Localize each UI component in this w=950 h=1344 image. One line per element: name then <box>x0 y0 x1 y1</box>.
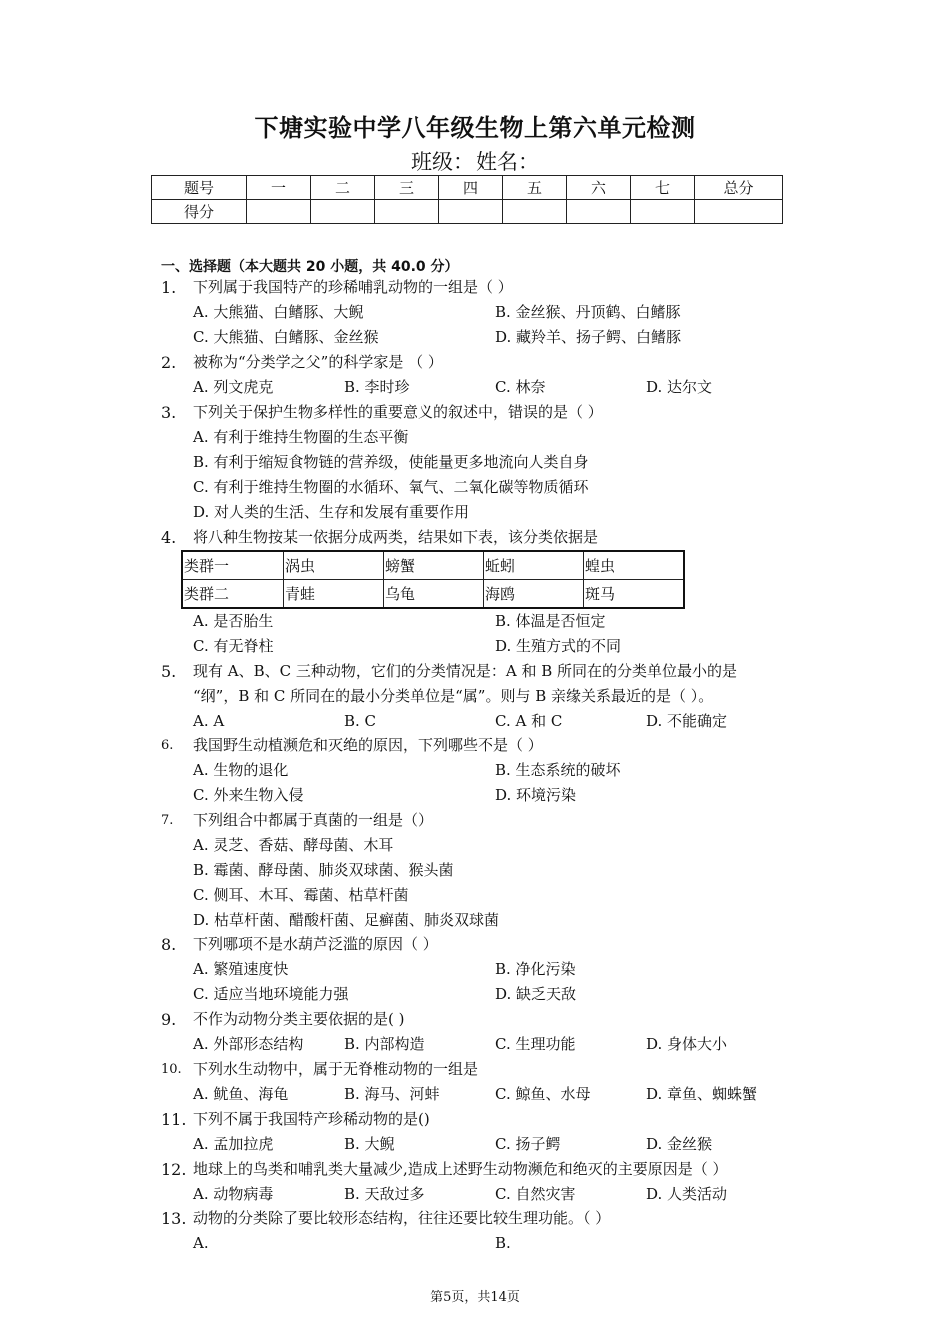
class-name-line <box>0 146 950 176</box>
question-11 <box>161 1107 801 1157</box>
option-a[interactable]: A. 有利于维持生物圈的生态平衡 <box>193 428 409 446</box>
table-row <box>182 551 684 580</box>
option-a[interactable]: A. A <box>193 712 225 730</box>
option-b[interactable]: B. 生态系统的破坏 <box>495 761 621 779</box>
class-label: 班级： <box>411 150 474 174</box>
score-cell[interactable] <box>311 200 375 224</box>
option-a[interactable]: A. 繁殖速度快 <box>193 960 289 978</box>
option-c[interactable]: C. 自然灾害 <box>495 1185 576 1203</box>
option-b[interactable]: B. C <box>344 712 377 730</box>
question-text: 下列关于保护生物多样性的重要意义的叙述中，错误的是（ ） <box>193 403 603 421</box>
score-header-cell: 七 <box>631 176 695 200</box>
score-cell[interactable] <box>375 200 439 224</box>
option-c[interactable]: C. 侧耳、木耳、霉菌、枯草杆菌 <box>193 886 409 904</box>
option-d[interactable]: D. 达尔文 <box>646 378 713 396</box>
question-number: 2. <box>161 353 177 372</box>
question-3 <box>161 400 801 525</box>
option-c[interactable]: C. 生理功能 <box>495 1035 576 1053</box>
question-number: 10. <box>161 1062 182 1077</box>
option-c[interactable]: C. 鲸鱼、水母 <box>495 1085 591 1103</box>
question-2 <box>161 350 801 400</box>
option-a[interactable]: A. 外部形态结构 <box>193 1035 304 1053</box>
score-header-cell: 三 <box>375 176 439 200</box>
option-c[interactable]: C. 适应当地环境能力强 <box>193 985 349 1003</box>
option-a[interactable]: A. 鱿鱼、海龟 <box>193 1085 289 1103</box>
page-footer: 第5页，共14页 <box>430 1290 520 1305</box>
option-a[interactable]: A. 孟加拉虎 <box>193 1135 274 1153</box>
question-text: 下列不属于我国特产珍稀动物的是() <box>193 1110 430 1128</box>
option-b[interactable]: B. 净化污染 <box>495 960 576 978</box>
option-d[interactable]: D. 人类活动 <box>646 1185 728 1203</box>
option-d[interactable]: D. 缺乏天敌 <box>495 985 577 1003</box>
option-a[interactable]: A. 灵芝、香菇、酵母菌、木耳 <box>193 836 394 854</box>
option-d[interactable]: D. 身体大小 <box>646 1035 728 1053</box>
score-cell[interactable] <box>503 200 567 224</box>
option-d[interactable]: D. 金丝猴 <box>646 1135 713 1153</box>
table-cell: 类群一 <box>182 551 284 580</box>
question-7 <box>161 808 801 933</box>
option-b[interactable]: B. 体温是否恒定 <box>495 612 606 630</box>
option-d[interactable]: D. 对人类的生活、生存和发展有重要作用 <box>193 503 470 521</box>
name-label: 姓名： <box>476 150 539 174</box>
question-number: 13. <box>161 1209 187 1228</box>
classification-table <box>181 550 685 609</box>
score-cell[interactable] <box>695 200 783 224</box>
question-text: 下列哪项不是水葫芦泛滥的原因（ ） <box>193 935 438 953</box>
score-header-cell: 六 <box>567 176 631 200</box>
score-cell[interactable] <box>631 200 695 224</box>
score-cell[interactable] <box>439 200 503 224</box>
question-5 <box>161 659 841 734</box>
question-text: 下列组合中都属于真菌的一组是（） <box>193 811 434 829</box>
option-a[interactable]: A. 生物的退化 <box>193 761 289 779</box>
option-c[interactable]: C. 外来生物入侵 <box>193 786 304 804</box>
score-header-cell: 四 <box>439 176 503 200</box>
option-b[interactable]: B. 有利于缩短食物链的营养级，使能量更多地流向人类自身 <box>193 453 589 471</box>
option-a[interactable]: A. 列文虎克 <box>193 378 274 396</box>
table-cell: 蚯蚓 <box>484 551 584 580</box>
question-4-options <box>161 609 801 659</box>
question-text: 动物的分类除了要比较形态结构，往往还要比较生理功能。（ ） <box>193 1209 611 1227</box>
option-b[interactable]: B. 内部构造 <box>344 1035 425 1053</box>
question-text: 被称为“分类学之父”的科学家是 （ ） <box>193 353 443 371</box>
table-cell: 海鸥 <box>484 580 584 609</box>
question-6 <box>161 733 801 808</box>
question-number: 4. <box>161 528 177 547</box>
question-12 <box>161 1157 841 1207</box>
question-text: 我国野生动植濒危和灭绝的原因，下列哪些不是（ ） <box>193 736 543 754</box>
score-table <box>151 175 783 224</box>
score-table-header-row <box>152 176 783 200</box>
question-number: 11. <box>161 1110 187 1129</box>
option-d[interactable]: D. 藏羚羊、扬子鳄、白鳍豚 <box>495 328 682 346</box>
question-number: 3. <box>161 403 177 422</box>
question-number: 9. <box>161 1010 177 1029</box>
question-number: 5. <box>161 662 177 681</box>
option-b[interactable]: B. 霉菌、酵母菌、肺炎双球菌、猴头菌 <box>193 861 454 879</box>
option-b[interactable]: B. 天敌过多 <box>344 1185 425 1203</box>
question-number: 1. <box>161 278 177 297</box>
table-cell: 乌龟 <box>384 580 484 609</box>
option-b[interactable]: B. 李时珍 <box>344 378 410 396</box>
option-d[interactable]: D. 生殖方式的不同 <box>495 637 622 655</box>
option-c[interactable]: C. 有利于维持生物圈的水循环、氧气、二氧化碳等物质循环 <box>193 478 589 496</box>
score-header-cell: 题号 <box>152 176 247 200</box>
question-text: 现有 A、B、C 三种动物，它们的分类情况是：A 和 B 所同在的分类单位最小的是 <box>193 662 738 680</box>
option-b[interactable]: B. <box>495 1234 511 1252</box>
table-cell: 青蛙 <box>284 580 384 609</box>
question-text-continued: “纲”，B 和 C 所同在的最小分类单位是“属”。则与 B 亲缘关系最近的是（ ）。 <box>193 687 714 705</box>
option-b[interactable]: B. 金丝猴、丹顶鹤、白鳍豚 <box>495 303 681 321</box>
question-text: 不作为动物分类主要依据的是( ) <box>193 1010 405 1028</box>
table-cell: 蝗虫 <box>584 551 685 580</box>
question-10 <box>161 1057 801 1107</box>
score-header-cell: 总分 <box>695 176 783 200</box>
score-header-cell: 二 <box>311 176 375 200</box>
question-4 <box>161 525 801 550</box>
option-c[interactable]: C. 扬子鳄 <box>495 1135 561 1153</box>
table-cell: 类群二 <box>182 580 284 609</box>
question-text: 下列属于我国特产的珍稀哺乳动物的一组是（ ） <box>193 278 513 296</box>
option-c[interactable]: C. 林奈 <box>495 378 546 396</box>
option-d[interactable]: D. 章鱼、蜘蛛蟹 <box>646 1085 758 1103</box>
question-1 <box>161 275 801 350</box>
question-9 <box>161 1007 801 1057</box>
question-text: 将八种生物按某一依据分成两类，结果如下表，该分类依据是 <box>193 528 599 546</box>
question-13 <box>161 1206 801 1256</box>
table-cell: 斑马 <box>584 580 685 609</box>
table-cell: 涡虫 <box>284 551 384 580</box>
question-text: 下列水生动物中，属于无脊椎动物的一组是 <box>193 1060 479 1078</box>
table-cell: 螃蟹 <box>384 551 484 580</box>
question-number: 6. <box>161 738 174 753</box>
option-d[interactable]: D. 不能确定 <box>646 712 728 730</box>
question-text: 地球上的鸟类和哺乳类大量减少,造成上述野生动物濒危和绝灭的主要原因是（ ） <box>193 1160 728 1178</box>
question-number: 7. <box>161 813 174 828</box>
score-cell[interactable] <box>567 200 631 224</box>
option-a[interactable]: A. 是否胎生 <box>193 612 274 630</box>
page-title: 下塘实验中学八年级生物上第六单元检测 <box>254 114 696 142</box>
option-c[interactable]: C. 有无脊柱 <box>193 637 274 655</box>
option-b[interactable]: B. 海马、河蚌 <box>344 1085 440 1103</box>
option-b[interactable]: B. 大鲵 <box>344 1135 395 1153</box>
question-number: 12. <box>161 1160 187 1179</box>
question-number: 8. <box>161 935 177 954</box>
score-cell[interactable] <box>247 200 311 224</box>
option-a[interactable]: A. 动物病毒 <box>193 1185 274 1203</box>
section-heading: 一、选择题（本大题共 20 小题，共 40.0 分） <box>161 259 459 275</box>
option-c[interactable]: C. A 和 C <box>495 712 563 730</box>
score-header-cell: 五 <box>503 176 567 200</box>
option-c[interactable]: C. 大熊猫、白鳍豚、金丝猴 <box>193 328 379 346</box>
option-a[interactable]: A. 大熊猫、白鳍豚、大鲵 <box>193 303 364 321</box>
score-table-score-row <box>152 200 783 224</box>
score-row-label: 得分 <box>152 200 247 224</box>
table-row <box>182 580 684 609</box>
option-d[interactable]: D. 枯草杆菌、醋酸杆菌、足癣菌、肺炎双球菌 <box>193 911 500 929</box>
option-d[interactable]: D. 环境污染 <box>495 786 577 804</box>
option-a[interactable]: A. <box>193 1234 209 1252</box>
question-8 <box>161 932 801 1007</box>
score-header-cell: 一 <box>247 176 311 200</box>
